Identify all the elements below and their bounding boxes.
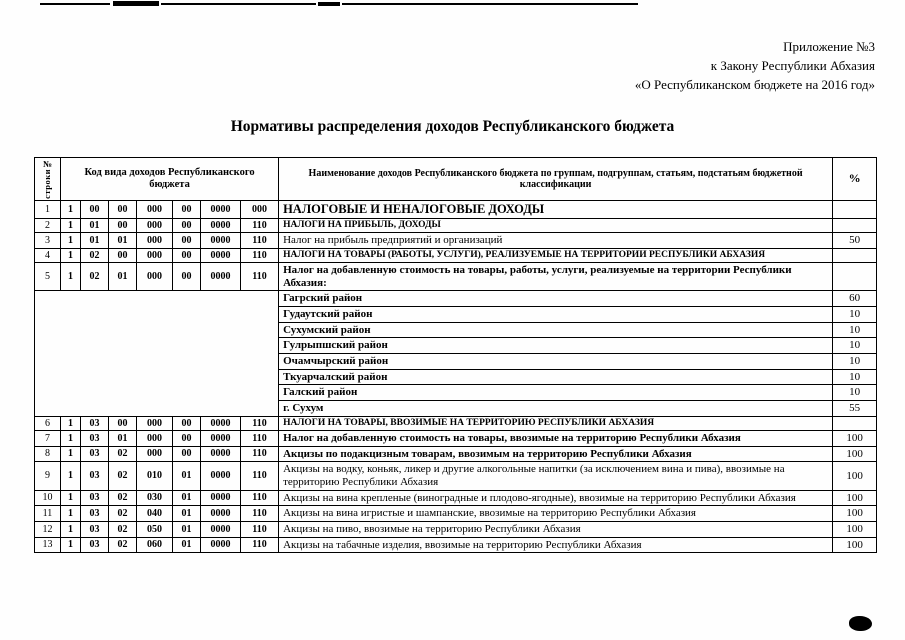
code-cell: 1 [61,218,81,233]
table-row [35,248,877,263]
table-row [35,291,877,307]
empty-code-cell [35,369,279,385]
percent-cell: 100 [833,506,877,522]
code-cell: 000 [137,233,173,249]
table-row [35,322,877,338]
district-name-cell: Сухумский район [279,322,833,338]
code-cell: 000 [137,248,173,263]
code-cell: 00 [173,263,201,291]
code-cell: 0000 [201,416,241,431]
code-cell: 03 [81,506,109,522]
table-row [35,369,877,385]
table-row [35,338,877,354]
percent-cell: 10 [833,385,877,401]
code-cell: 110 [241,462,279,490]
code-cell: 110 [241,490,279,506]
code-cell: 01 [173,506,201,522]
row-number-cell: 7 [35,431,61,447]
scan-artifact [40,3,110,5]
code-cell: 030 [137,490,173,506]
name-cell: Акцизы по подакцизным товарам, ввозимым на территорию Республики Абхазия [279,446,833,462]
code-cell: 0000 [201,218,241,233]
appendix-line: к Закону Республики Абхазия [710,57,875,73]
empty-code-cell [35,307,279,323]
row-number-cell: 1 [35,201,61,218]
code-cell: 0000 [201,506,241,522]
code-cell: 02 [109,521,137,537]
code-cell: 1 [61,521,81,537]
row-number-cell: 2 [35,218,61,233]
code-cell: 00 [173,431,201,447]
scan-artifact [318,2,340,6]
name-cell: НАЛОГИ НА ПРИБЫЛЬ, ДОХОДЫ [279,218,833,233]
code-cell: 00 [173,218,201,233]
table-row [35,201,877,218]
appendix-line: «О Республиканском бюджете на 2016 год» [634,76,875,92]
name-cell: Акцизы на табачные изделия, ввозимые на территорию Республики Абхазия [279,537,833,553]
code-cell: 02 [81,263,109,291]
code-cell: 110 [241,506,279,522]
header-percent: % [833,158,877,201]
table-row [35,400,877,416]
code-cell: 060 [137,537,173,553]
percent-cell: 55 [833,400,877,416]
table-row [35,233,877,249]
code-cell: 03 [81,462,109,490]
code-cell: 01 [173,490,201,506]
row-number-cell: 3 [35,233,61,249]
code-cell: 01 [109,233,137,249]
name-cell: Налог на добавленную стоимость на товары, ввозимые на территорию Республики Абхазия [279,431,833,447]
header-name: Наименование доходов Республиканского бюджета по группам, подгруппам, статьям, подстатьям бюджетной классификации [279,158,833,201]
table-row [35,537,877,553]
code-cell: 110 [241,263,279,291]
row-number-cell: 6 [35,416,61,431]
code-cell: 110 [241,446,279,462]
code-cell: 02 [109,490,137,506]
district-name-cell: Галский район [279,385,833,401]
code-cell: 00 [109,201,137,218]
code-cell: 03 [81,416,109,431]
empty-code-cell [35,400,279,416]
code-cell: 110 [241,248,279,263]
percent-cell: 10 [833,354,877,370]
name-cell: НАЛОГИ НА ТОВАРЫ (РАБОТЫ, УСЛУГИ), РЕАЛИЗУЕМЫЕ НА ТЕРРИТОРИИ РЕСПУБЛИКИ АБХАЗИЯ [279,248,833,263]
percent-cell: 60 [833,291,877,307]
code-cell: 02 [109,462,137,490]
code-cell: 02 [109,446,137,462]
code-cell: 00 [109,218,137,233]
code-cell: 00 [173,416,201,431]
code-cell: 0000 [201,446,241,462]
code-cell: 110 [241,416,279,431]
district-name-cell: г. Сухум [279,400,833,416]
empty-code-cell [35,291,279,307]
percent-cell: 10 [833,338,877,354]
appendix-header [635,38,875,95]
header-row-number-symbol: № [42,159,53,169]
district-name-cell: Очамчырский район [279,354,833,370]
name-cell: Акцизы на пиво, ввозимые на территорию Республики Абхазия [279,521,833,537]
code-cell: 1 [61,506,81,522]
code-cell: 1 [61,462,81,490]
code-cell: 00 [109,416,137,431]
percent-cell: 100 [833,521,877,537]
appendix-line: Приложение №3 [783,39,875,54]
header-row-number-word: строки [41,169,52,200]
district-name-cell: Гагрский район [279,291,833,307]
percent-cell: 100 [833,431,877,447]
code-cell: 02 [109,506,137,522]
code-cell: 03 [81,521,109,537]
name-cell: Акцизы на вина крепленые (виноградные и плодово-ягодные), ввозимые на территорию Республики Абхазия [279,490,833,506]
code-cell: 110 [241,431,279,447]
code-cell: 03 [81,490,109,506]
code-cell: 000 [137,446,173,462]
code-cell: 00 [173,248,201,263]
empty-code-cell [35,338,279,354]
code-cell: 110 [241,218,279,233]
code-cell: 02 [81,248,109,263]
code-cell: 010 [137,462,173,490]
code-cell: 01 [81,233,109,249]
code-cell: 00 [109,248,137,263]
table-row [35,431,877,447]
code-cell: 0000 [201,521,241,537]
table-row [35,385,877,401]
empty-code-cell [35,354,279,370]
percent-cell: 100 [833,490,877,506]
code-cell: 050 [137,521,173,537]
percent-cell [833,201,877,218]
code-cell: 1 [61,416,81,431]
table-row [35,506,877,522]
percent-cell: 100 [833,462,877,490]
table-row [35,218,877,233]
code-cell: 01 [173,537,201,553]
code-cell: 0000 [201,201,241,218]
code-cell: 1 [61,446,81,462]
scan-artifact [342,3,638,5]
code-cell: 0000 [201,431,241,447]
code-cell: 01 [109,431,137,447]
percent-cell: 50 [833,233,877,249]
code-cell: 00 [173,201,201,218]
code-cell: 1 [61,490,81,506]
name-cell: Налог на прибыль предприятий и организаций [279,233,833,249]
table-row [35,263,877,291]
header-row-number [35,158,61,201]
code-cell: 1 [61,537,81,553]
table-row [35,490,877,506]
code-cell: 01 [173,521,201,537]
revenue-distribution-table [34,157,877,553]
row-number-cell: 5 [35,263,61,291]
table-header-row [35,158,877,201]
code-cell: 000 [137,263,173,291]
district-name-cell: Гулрыпшский район [279,338,833,354]
code-cell: 01 [81,218,109,233]
table-row [35,521,877,537]
code-cell: 000 [241,201,279,218]
row-number-cell: 8 [35,446,61,462]
code-cell: 000 [137,431,173,447]
table-row [35,307,877,323]
name-cell: НАЛОГИ НА ТОВАРЫ, ВВОЗИМЫЕ НА ТЕРРИТОРИЮ РЕСПУБЛИКИ АБХАЗИЯ [279,416,833,431]
row-number-cell: 13 [35,537,61,553]
document-title: Нормативы распределения доходов Республиканского бюджета [230,118,675,135]
empty-code-cell [35,385,279,401]
code-cell: 03 [81,537,109,553]
code-cell: 1 [61,201,81,218]
empty-code-cell [35,322,279,338]
name-cell: Налог на добавленную стоимость на товары, работы, услуги, реализуемые на территории Республики Абхазия: [279,263,833,291]
percent-cell: 10 [833,322,877,338]
code-cell: 1 [61,233,81,249]
scan-artifact [849,616,872,631]
name-cell: Акцизы на водку, коньяк, ликер и другие алкогольные напитки (за исключением вина и пива), ввозимые на территорию Республики Абхазия [279,462,833,490]
code-cell: 0000 [201,233,241,249]
code-cell: 0000 [201,490,241,506]
code-cell: 110 [241,233,279,249]
percent-cell [833,248,877,263]
code-cell: 01 [173,462,201,490]
code-cell: 110 [241,521,279,537]
table-row [35,446,877,462]
table-body [35,201,877,553]
table-row [35,416,877,431]
code-cell: 0000 [201,537,241,553]
code-cell: 1 [61,263,81,291]
code-cell: 03 [81,446,109,462]
district-name-cell: Ткуарчалский район [279,369,833,385]
percent-cell: 100 [833,537,877,553]
percent-cell [833,416,877,431]
code-cell: 03 [81,431,109,447]
row-number-cell: 9 [35,462,61,490]
code-cell: 01 [109,263,137,291]
name-cell: НАЛОГОВЫЕ И НЕНАЛОГОВЫЕ ДОХОДЫ [279,201,833,218]
percent-cell [833,263,877,291]
code-cell: 00 [173,446,201,462]
code-cell: 02 [109,537,137,553]
table-row [35,462,877,490]
scan-artifact [161,3,316,5]
code-cell: 1 [61,431,81,447]
table-row [35,354,877,370]
row-number-cell: 12 [35,521,61,537]
header-code: Код вида доходов Республиканского бюджета [61,158,279,201]
row-number-cell: 10 [35,490,61,506]
code-cell: 040 [137,506,173,522]
scan-artifact [113,1,159,6]
name-cell: Акцизы на вина игристые и шампанские, ввозимые на территорию Республики Абхазия [279,506,833,522]
percent-cell: 10 [833,369,877,385]
percent-cell: 10 [833,307,877,323]
percent-cell [833,218,877,233]
row-number-cell: 11 [35,506,61,522]
code-cell: 00 [81,201,109,218]
code-cell: 00 [173,233,201,249]
percent-cell: 100 [833,446,877,462]
row-number-cell: 4 [35,248,61,263]
code-cell: 0000 [201,248,241,263]
code-cell: 0000 [201,263,241,291]
code-cell: 1 [61,248,81,263]
district-name-cell: Гудаутский район [279,307,833,323]
code-cell: 0000 [201,462,241,490]
code-cell: 000 [137,218,173,233]
code-cell: 000 [137,201,173,218]
code-cell: 110 [241,537,279,553]
code-cell: 000 [137,416,173,431]
